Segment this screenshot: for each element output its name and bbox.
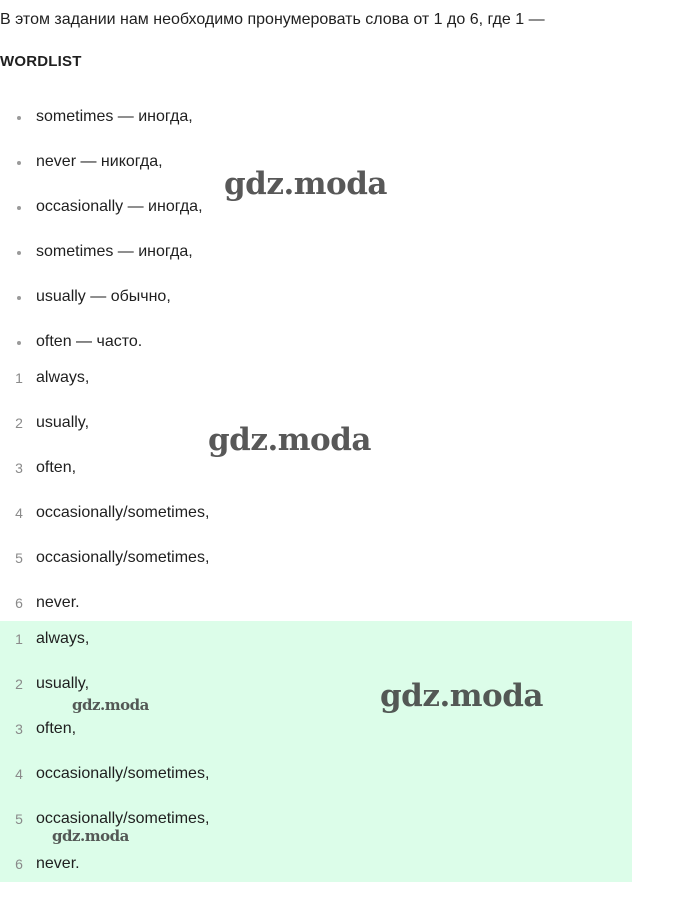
watermark: gdz.moda: [72, 696, 149, 714]
watermark: gdz.moda: [208, 422, 371, 458]
bullet-icon: [17, 251, 21, 255]
watermark: gdz.moda: [224, 166, 387, 202]
intro-text: В этом задании нам необходимо пронумеровать слова от 1 до 6, где 1 —: [0, 11, 545, 28]
watermark: gdz.moda: [380, 678, 543, 714]
bullet-icon: [17, 341, 21, 345]
bullet-icon: [17, 116, 21, 120]
bullet-icon: [17, 296, 21, 300]
wordlist-heading: WORDLIST: [0, 53, 82, 70]
bullet-icon: [17, 161, 21, 165]
watermark: gdz.moda: [52, 827, 129, 845]
bullet-icon: [17, 206, 21, 210]
